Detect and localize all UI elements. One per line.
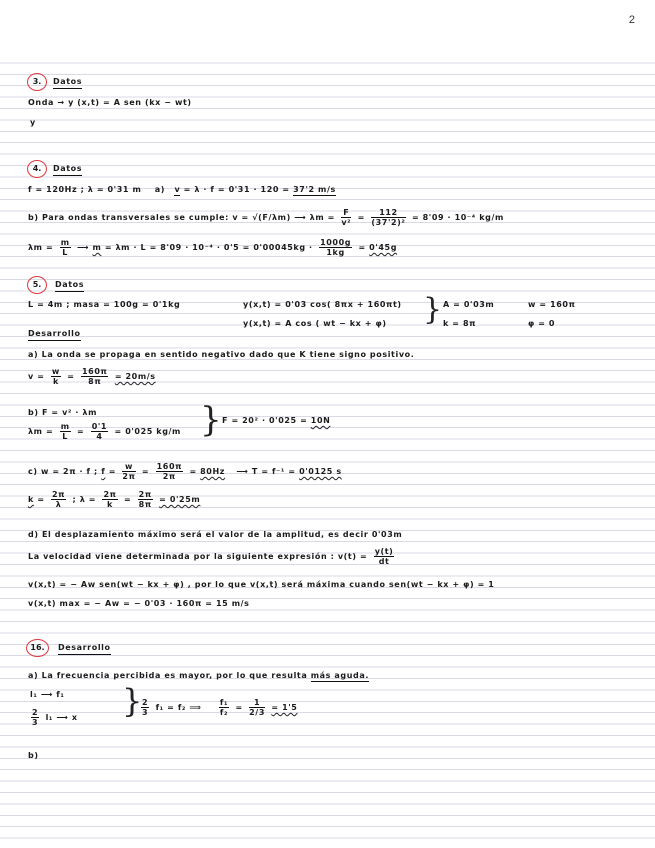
question-number-3: 3. (27, 73, 47, 91)
q4-b-fraction-2: $\frac{112}{\text{(37'2)²}}$ (371, 208, 406, 227)
q5-d-text: La velocidad viene determinada por la siguiente expresión : v(t) = (28, 552, 368, 561)
page-number: 2 (628, 14, 635, 26)
q5-desarrollo: Desarrollo (28, 329, 81, 341)
top-margin (0, 0, 655, 56)
q4-c-line (28, 238, 397, 257)
q5-c-line-1: c) w = 2π · f ; f = $\frac{w}{2\pi}$ = $\frac{160\pi}{2\pi}$ = 80Hz ⟶ T = f⁻¹ = 0'0125 s (28, 462, 342, 481)
q4-data: f = 120Hz ; λ = 0'31 m (28, 185, 142, 194)
q5-title: Datos (55, 280, 84, 292)
q5-b-right-expr: F = 20² · 0'025 = (222, 416, 308, 425)
q5-b-right (222, 416, 330, 426)
question-number-16: 16. (26, 639, 49, 657)
q5-result-k: k = 8π (443, 319, 477, 328)
q4-c-lm: λm = (28, 243, 54, 252)
q16-middle-fraction: $\frac{2}{3}$ (142, 698, 149, 717)
q5-brace: } (423, 292, 443, 327)
q3-y-line: y (30, 118, 36, 127)
q4-c-expr: = λm · L = 8'09 · 10⁻⁴ · 0'5 = 0'00045kg · (104, 243, 313, 252)
q5-data: L = 4m ; masa = 100g = 0'1kg (28, 300, 181, 309)
q5-c-period: ⟶ T = f⁻¹ = (236, 467, 296, 476)
q4-a-v: v (174, 185, 181, 194)
q4-c-eq: = (358, 243, 366, 252)
q16-title: Desarrollo (58, 643, 111, 655)
q4-c-fraction-2: $\frac{1000g}{1kg}$ (320, 238, 352, 257)
q16-ratio-1: l₁ ⟶ f₁ (30, 690, 65, 699)
q5-result-phi: φ = 0 (528, 319, 556, 328)
q4-b-eq: = (357, 213, 365, 222)
q5-b-line-1: b) F = v² · λm (28, 408, 98, 417)
q4-b-text: b) Para ondas transversales se cumple: v = √(F/λm) ⟶ λm = (28, 213, 335, 222)
q16-a-line (28, 671, 369, 681)
q5-a-result: = 20m/s (114, 372, 156, 381)
q4-a-result: 37'2 m/s (293, 185, 336, 194)
q4-c-m: m (92, 243, 102, 252)
q5-d-line-3: v(x,t) = − Aw sen(wt − kx + φ) , por lo que v(x,t) será máxima cuando sen(wt − kx + φ) = 1 (28, 580, 495, 589)
q4-a-expr: = λ · f = 0'31 · 120 = (183, 185, 290, 194)
q5-b-right-result: 10N (310, 416, 331, 425)
q5-b-fraction-2: $\frac{0'1}{4}$ (91, 422, 108, 441)
question-number-5: 5. (27, 276, 47, 294)
q4-title: Datos (53, 164, 82, 176)
q16-f-ratio-fraction: $\frac{\text{f₁}}{\text{f₂}}$ (219, 698, 229, 717)
q4-c-fraction-1: $\frac{m}{L}$ (60, 238, 70, 257)
q5-c-fraction-2: $\frac{160\pi}{2\pi}$ (156, 462, 183, 481)
q5-a-line (28, 367, 156, 386)
q4-c-result: 0'45g (369, 243, 398, 252)
q5-result-a: A = 0'03m (443, 300, 495, 309)
q5-a-fraction-2: $\frac{160\pi}{8\pi}$ (82, 367, 108, 386)
q5-b-lm: λm = (28, 427, 54, 436)
q16-middle-line: $\frac{2}{3}$ f₁ = f₂ ⟹ $\frac{\text{f₁}}{\text{f₂}}$ = $\frac{1}{2/3}$ = 1'5 (142, 698, 298, 717)
q4-b-result: = 8'09 · 10⁻⁴ kg/m (411, 213, 504, 222)
q5-c-lambda-fraction-2: $\frac{2\pi}{8\pi}$ (138, 490, 152, 509)
q16-ratio-2: $\frac{2}{3}$ l₁ ⟶ x (32, 708, 78, 727)
q4-c-arrow: ⟶ (77, 243, 90, 252)
q4-b-line (28, 208, 504, 227)
q5-b-line-2 (28, 422, 181, 441)
q5-a-v: v = (28, 372, 45, 381)
q5-b-brace: } (200, 400, 222, 440)
q16-brace: } (122, 682, 143, 720)
q5-equation-1: y(x,t) = 0'03 cos( 8πx + 160πt) (243, 300, 402, 309)
q4-data-line (28, 185, 336, 195)
q5-c-w: c) w = 2π · f ; (28, 467, 98, 476)
q5-result-w: w = 160π (528, 300, 576, 309)
q5-equation-2: y(x,t) = A cos ( wt − kx + φ) (243, 319, 387, 328)
question-number-4: 4. (27, 160, 47, 178)
q5-a-fraction-1: $\frac{w}{k}$ (51, 367, 60, 386)
q5-c-line-2: k = $\frac{2\pi}{\lambda}$ ; λ = $\frac{2\pi}{k}$ = $\frac{2\pi}{8\pi}$ = 0'25m (28, 490, 201, 509)
q3-wave-equation: Onda → y (x,t) = A sen (kx − wt) (28, 98, 192, 107)
q16-a-text: a) La frecuencia percibida es mayor, por lo que resulta (28, 671, 308, 680)
q5-b-result: = 0'025 kg/m (114, 427, 181, 436)
q5-c-fraction-1: $\frac{w}{2\pi}$ (122, 462, 136, 481)
q5-d-line-4: v(x,t) max = − Aw = − 0'03 · 160π = 15 m/s (28, 599, 250, 608)
q5-a-eq: = (67, 372, 75, 381)
q16-value-fraction: $\frac{1}{2/3}$ (249, 698, 265, 717)
q5-c-lambda-result: = 0'25m (159, 495, 201, 504)
q5-b-fraction-1: $\frac{m}{L}$ (60, 422, 70, 441)
q5-d-line-1: d) El desplazamiento máximo será el valor de la amplitud, es decir 0'03m (28, 530, 403, 539)
q4-a-label: a) (154, 185, 166, 194)
q16-a-emphasis: más aguda. (310, 671, 369, 680)
q5-c-f: f (101, 467, 106, 476)
q16-result: = 1'5 (271, 703, 298, 712)
q5-c-f-result: 80Hz (200, 467, 226, 476)
q5-c-lambda-fraction-1: $\frac{2\pi}{k}$ (103, 490, 117, 509)
q3-title: Datos (53, 77, 82, 89)
q5-c-k-fraction: $\frac{2\pi}{\lambda}$ (52, 490, 66, 509)
q5-b-eq: = (77, 427, 85, 436)
q5-d-line-2 (28, 547, 397, 566)
q4-b-fraction-1: $\frac{F}{\text{v²}}$ (341, 208, 352, 227)
q16-ratio-2-fraction: $\frac{2}{3}$ (32, 708, 39, 727)
q16-b-label: b) (28, 751, 39, 760)
q5-d-fraction: $\frac{y(t)}{dt}$ (374, 547, 394, 566)
q5-c-k: k (28, 495, 34, 504)
q5-a-text: a) La onda se propaga en sentido negativo dado que K tiene signo positivo. (28, 350, 415, 359)
q5-c-period-result: 0'0125 s (299, 467, 342, 476)
